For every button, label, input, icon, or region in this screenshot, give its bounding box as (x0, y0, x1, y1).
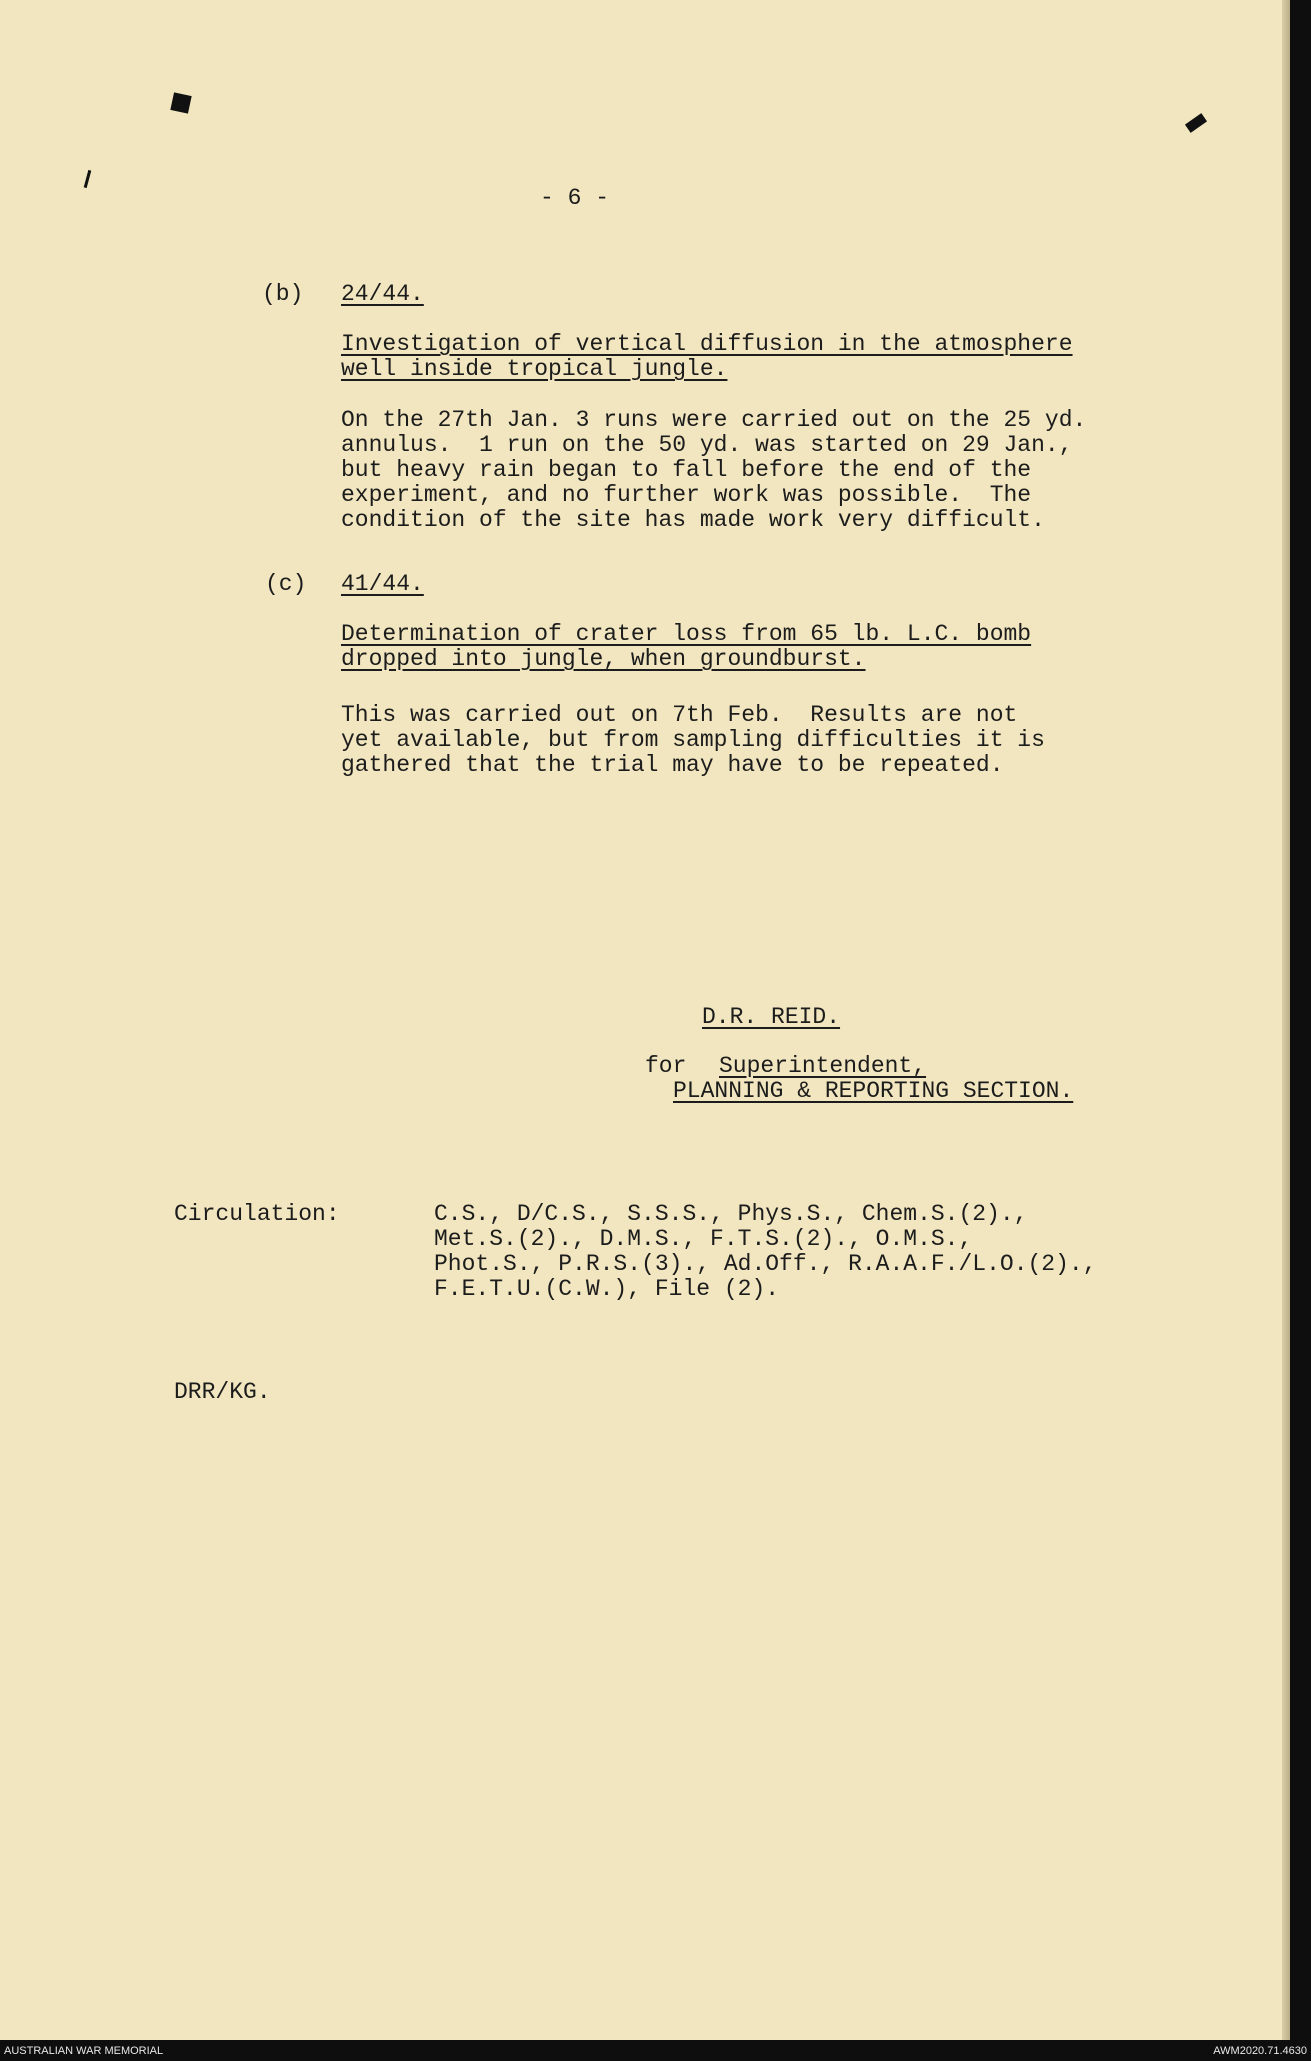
section-body-line: condition of the site has made work very difficult. (341, 507, 1045, 533)
section-body-line: annulus. 1 run on the 50 yd. was started on 29 Jan., (341, 432, 1073, 458)
page-number: - 6 - (540, 185, 610, 211)
circulation-line: Phot.S., P.R.S.(3)., Ad.Off., R.A.A.F./L.O.(2)., (434, 1251, 1097, 1277)
section-body-line: This was carried out on 7th Feb. Results are not (341, 702, 1018, 728)
section-ref: 41/44. (341, 571, 424, 597)
section-marker: (c) (265, 571, 307, 597)
section-body-line: On the 27th Jan. 3 runs were carried out on the 25 yd. (341, 407, 1087, 433)
signature-title: Superintendent, (719, 1053, 927, 1079)
section-heading-line: Investigation of vertical diffusion in the atmosphere (341, 331, 1073, 357)
punch-hole-mark (84, 170, 92, 188)
section-body-line: but heavy rain began to fall before the end of the (341, 457, 1032, 483)
footer-right: AWM2020.71.4630 (1213, 2045, 1307, 2057)
section-heading-line: dropped into jungle, when groundburst. (341, 646, 866, 672)
punch-hole-mark (1185, 113, 1207, 133)
section-ref: 24/44. (341, 281, 424, 307)
page-edge (1282, 0, 1290, 2040)
circulation-line: F.E.T.U.(C.W.), File (2). (434, 1276, 780, 1302)
signature-section: PLANNING & REPORTING SECTION. (673, 1078, 1074, 1104)
section-body-line: yet available, but from sampling difficulties it is (341, 727, 1045, 753)
circulation-label: Circulation: (174, 1201, 340, 1227)
section-body-line: experiment, and no further work was possible. The (341, 482, 1032, 508)
footer-left: AUSTRALIAN WAR MEMORIAL (4, 2045, 164, 2057)
section-heading-line: Determination of crater loss from 65 lb. L.C. bomb (341, 621, 1032, 647)
signature-for: for (645, 1053, 687, 1079)
section-heading-line: well inside tropical jungle. (341, 356, 728, 382)
circulation-line: Met.S.(2)., D.M.S., F.T.S.(2)., O.M.S., (434, 1226, 973, 1252)
section-marker: (b) (262, 281, 304, 307)
signature-name: D.R. REID. (702, 1004, 841, 1030)
section-body-line: gathered that the trial may have to be repeated. (341, 752, 1004, 778)
document-reference: DRR/KG. (174, 1379, 271, 1405)
circulation-line: C.S., D/C.S., S.S.S., Phys.S., Chem.S.(2)., (434, 1201, 1028, 1227)
punch-hole-mark (170, 92, 191, 113)
